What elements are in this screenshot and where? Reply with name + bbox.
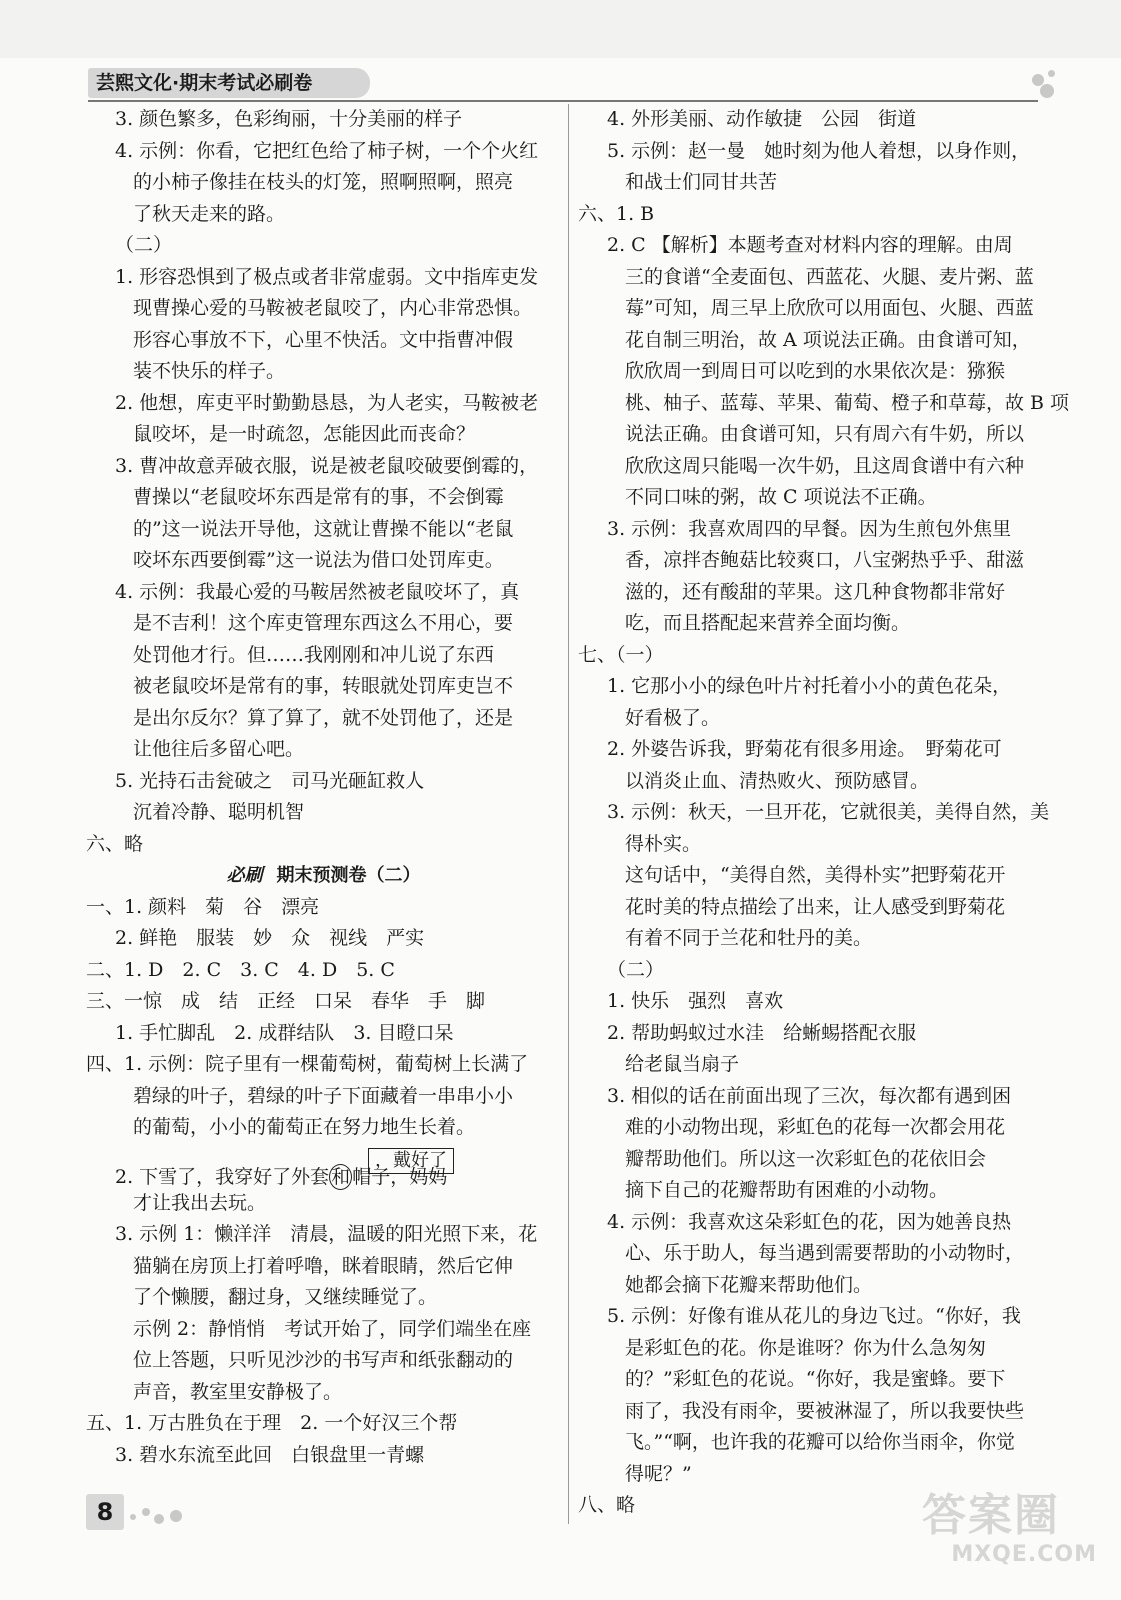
- answer-line: 不同口味的粥，故 C 项说法不正确。: [625, 486, 937, 508]
- answer-line: 八、略: [578, 1494, 636, 1516]
- answer-line: 了个懒腰，翻过身，又继续睡觉了。: [133, 1286, 438, 1308]
- edited-sentence: [86, 1144, 561, 1188]
- answer-line: 3. 示例：我喜欢周四的早餐。因为生煎包外焦里: [607, 517, 1012, 540]
- answer-line: 这句话中，“美得自然，美得朴实”把野菊花开: [625, 864, 1006, 886]
- answer-line: 莓”可知，周三早上欣欣可以用面包、火腿、西蓝: [625, 297, 1034, 319]
- answer-line: 瓣帮助他们。所以这一次彩虹色的花依旧会: [625, 1147, 987, 1170]
- answer-line: 1. 手忙脚乱 2. 成群结队 3. 目瞪口呆: [115, 1021, 454, 1044]
- right-column: [578, 104, 1070, 1522]
- answer-line: 六、略: [86, 832, 144, 855]
- answer-line: 是彩虹色的花。你是谁呀？你为什么急匆匆: [625, 1336, 987, 1359]
- answers-exam-two-part-b: [86, 1188, 561, 1472]
- column-divider: [568, 104, 569, 1524]
- answer-line: 三的食谱“全麦面包、西蓝花、火腿、麦片粥、蓝: [625, 265, 1034, 288]
- answer-line: 5. 示例：赵一曼 她时刻为他人着想，以身作则，: [607, 139, 1031, 162]
- answer-line: 曹操以“老鼠咬坏东西是常有的事，不会倒霉: [133, 486, 504, 508]
- answer-line: 4. 示例：我最心爱的马鞍居然被老鼠咬坏了，真: [115, 580, 520, 603]
- answers-right-column: [578, 104, 1070, 1522]
- answer-line: 心、乐于助人，每当遇到需要帮助的小动物时，: [625, 1242, 1025, 1264]
- section-brand: 必刷: [226, 865, 263, 886]
- answer-line: 六、1. B: [578, 202, 655, 225]
- answer-line: 才让我出去玩。: [133, 1191, 267, 1214]
- answers-exam-one-part: [86, 104, 561, 860]
- answers-exam-two-part-a: [86, 892, 561, 1144]
- answer-line: 的葡萄，小小的葡萄正在努力地生长着。: [133, 1116, 476, 1138]
- circled-character: 和: [331, 1165, 351, 1188]
- answer-line: 位上答题，只听见沙沙的书写声和纸张翻动的: [133, 1349, 514, 1371]
- answer-line: 2. 外婆告诉我，野菊花有很多用途。 野菊花可: [607, 738, 1002, 760]
- answer-line: 的？”彩虹色的花说。“你好，我是蜜蜂。要下: [625, 1368, 1006, 1390]
- answer-line: 四、1. 示例：院子里有一棵葡萄树，葡萄树上长满了: [86, 1053, 529, 1075]
- answer-line: 以消炎止血、清热败火、预防感冒。: [625, 769, 930, 792]
- scan-top-strip: [0, 0, 1121, 58]
- answer-line: 3. 示例 1：懒洋洋 清晨，温暖的阳光照下来，花: [115, 1223, 538, 1245]
- answer-line: 花自制三明治，故 A 项说法正确。由食谱可知，: [625, 328, 1031, 351]
- answer-line: 雨了，我没有雨伞，要被淋湿了，所以我要快些: [625, 1399, 1025, 1422]
- answer-line: 鼠咬坏，是一时疏忽，怎能因此而丧命？: [133, 423, 476, 445]
- answer-line: 桃、柚子、蓝莓、苹果、葡萄、橙子和草莓，故 B 项: [625, 391, 1070, 414]
- answer-line: 5. 示例：好像有谁从花儿的身边飞过。“你好，我: [607, 1305, 1021, 1327]
- answer-line: 现曹操心爱的马鞍被老鼠咬了，内心非常恐惧。: [133, 297, 533, 319]
- answer-line: 给老鼠当扇子: [625, 1053, 740, 1075]
- answer-line: 1. 形容恐惧到了极点或者非常虚弱。文中指库吏发: [115, 265, 539, 288]
- answer-line: 装不快乐的样子。: [133, 360, 286, 382]
- answer-line: 五、1. 万古胜负在于理 2. 一个好汉三个帮: [86, 1412, 458, 1434]
- answer-line: 3. 颜色繁多，色彩绚丽，十分美丽的样子: [115, 108, 463, 130]
- answer-line: 香，凉拌杏鲍菇比较爽口，八宝粥热乎乎、甜滋: [625, 549, 1025, 571]
- answer-line: 2. 鲜艳 服装 妙 众 视线 严实: [115, 927, 425, 949]
- answer-line: 1. 它那小小的绿色叶片衬托着小小的黄色花朵，: [607, 675, 1012, 697]
- answer-line: 七、（一）: [578, 643, 664, 666]
- answer-line: 和战士们同甘共苦: [625, 171, 778, 193]
- answer-line: 2. 帮助蚂蚁过水洼 给蜥蜴搭配衣服: [607, 1021, 917, 1044]
- answer-line: 她都会摘下花瓣来帮助他们。: [625, 1273, 873, 1296]
- header-rule: [88, 100, 1038, 102]
- answer-line: 4. 外形美丽、动作敏捷 公园 街道: [607, 108, 917, 130]
- watermark-logo: 答案圈 MXQE.COM: [922, 1490, 1097, 1567]
- answer-line: 的”这一说法开导他，这就让曹操不能以“老鼠: [133, 517, 514, 540]
- answer-line: 得呢？”: [625, 1462, 692, 1485]
- answer-line: 猫躺在房顶上打着呼噜，眯着眼睛，然后它伸: [133, 1254, 514, 1277]
- answer-line: 滋的，还有酸甜的苹果。这几种食物都非常好: [625, 580, 1006, 603]
- answer-line: 2. 他想，库吏平时勤勤恳恳，为人老实，马鞍被老: [115, 391, 539, 414]
- answer-line: 飞。”“啊，也许我的花瓣可以给你当雨伞，你觉: [625, 1431, 1015, 1453]
- answer-line: 一、1. 颜料 菊 谷 漂亮: [86, 895, 320, 918]
- book-header-title: 芸熙文化·期末考试必刷卷: [88, 68, 370, 98]
- answer-line: 3. 碧水东流至此回 白银盘里一青螺: [115, 1443, 425, 1466]
- answer-line: 3. 相似的话在前面出现了三次，每次都有遇到困: [607, 1084, 1012, 1107]
- section-title: [86, 860, 561, 892]
- answer-line: 碧绿的叶子，碧绿的叶子下面藏着一串串小小: [133, 1084, 514, 1107]
- answer-line: 4. 示例：你看，它把红色给了柿子树，一个个火红: [115, 139, 539, 162]
- answer-line: 吃，而且搭配起来营养全面均衡。: [625, 612, 911, 634]
- left-column: [86, 104, 561, 1471]
- answer-line: 声音，教室里安静极了。: [133, 1380, 343, 1403]
- decorative-dots-bottom: [126, 1500, 206, 1530]
- answer-line: 2. C 【解析】本题考查对材料内容的理解。由周: [607, 234, 1013, 256]
- answer-line: 5. 光持石击瓮破之 司马光砸缸救人: [115, 769, 425, 792]
- page-number: 8: [86, 1494, 124, 1530]
- answer-line: 欣欣这周只能喝一次牛奶，且这周食谱中有六种: [625, 454, 1025, 477]
- answer-line: 了秋天走来的路。: [133, 202, 286, 225]
- answer-line: 得朴实。: [625, 832, 702, 855]
- answer-line: 形容心事放不下，心里不快活。文中指曹冲假: [133, 328, 514, 351]
- answer-line: 难的小动物出现，彩虹色的花每一次都会用花: [625, 1116, 1006, 1138]
- answer-line: 的小柿子像挂在枝头的灯笼，照啊照啊，照亮: [133, 171, 514, 193]
- answer-line: 好看极了。: [625, 706, 721, 729]
- answer-line: 三、一惊 成 结 正经 口呆 春华 手 脚: [86, 990, 486, 1012]
- answer-line: （二）: [115, 234, 173, 256]
- edit-insertion-note: ，戴好了: [368, 1148, 454, 1174]
- answer-line: 被老鼠咬坏是常有的事，转眼就处罚库吏岂不: [133, 675, 514, 697]
- answer-line: 3. 曹冲故意弄破衣服，说是被老鼠咬破要倒霉的，: [115, 454, 539, 477]
- section-title-text: 期末预测卷（二）: [276, 865, 421, 886]
- answer-line: 是出尔反尔？算了算了，就不处罚他了，还是: [133, 706, 514, 729]
- answer-line: 是不吉利！这个库吏管理东西这么不用心，要: [133, 612, 514, 634]
- answer-line: 二、1. D 2. C 3. C 4. D 5. C: [86, 958, 395, 981]
- answer-line: 欣欣周一到周日可以吃到的水果依次是：猕猴: [625, 360, 1006, 382]
- answer-line: 4. 示例：我喜欢这朵彩虹色的花，因为她善良热: [607, 1210, 1012, 1233]
- answer-line: 沉着冷静、聪明机智: [133, 801, 305, 823]
- answer-line: 有着不同于兰花和牡丹的美。: [625, 927, 873, 949]
- answer-line: 说法正确。由食谱可知，只有周六有牛奶，所以: [625, 423, 1025, 445]
- answer-line: 让他往后多留心吧。: [133, 738, 305, 760]
- answer-line: 示例 2：静悄悄 考试开始了，同学们端坐在座: [133, 1317, 532, 1340]
- answer-line: 1. 快乐 强烈 喜欢: [607, 990, 784, 1012]
- answer-line: 摘下自己的花瓣帮助有困难的小动物。: [625, 1179, 949, 1201]
- edit-sentence-text: 2. 下雪了，我穿好了外套 和 帽子，妈妈: [115, 1165, 448, 1188]
- decorative-dots: [1032, 70, 1092, 100]
- answer-line: （二）: [607, 958, 665, 981]
- answer-line: 咬坏东西要倒霉”这一说法为借口处罚库吏。: [133, 549, 504, 571]
- answer-line: 花时美的特点描绘了出来，让人感受到野菊花: [625, 895, 1006, 918]
- answer-line: 3. 示例：秋天，一旦开花，它就很美，美得自然，美: [607, 801, 1050, 823]
- answer-line: 处罚他才行。但……我刚刚和冲儿说了东西: [133, 643, 495, 666]
